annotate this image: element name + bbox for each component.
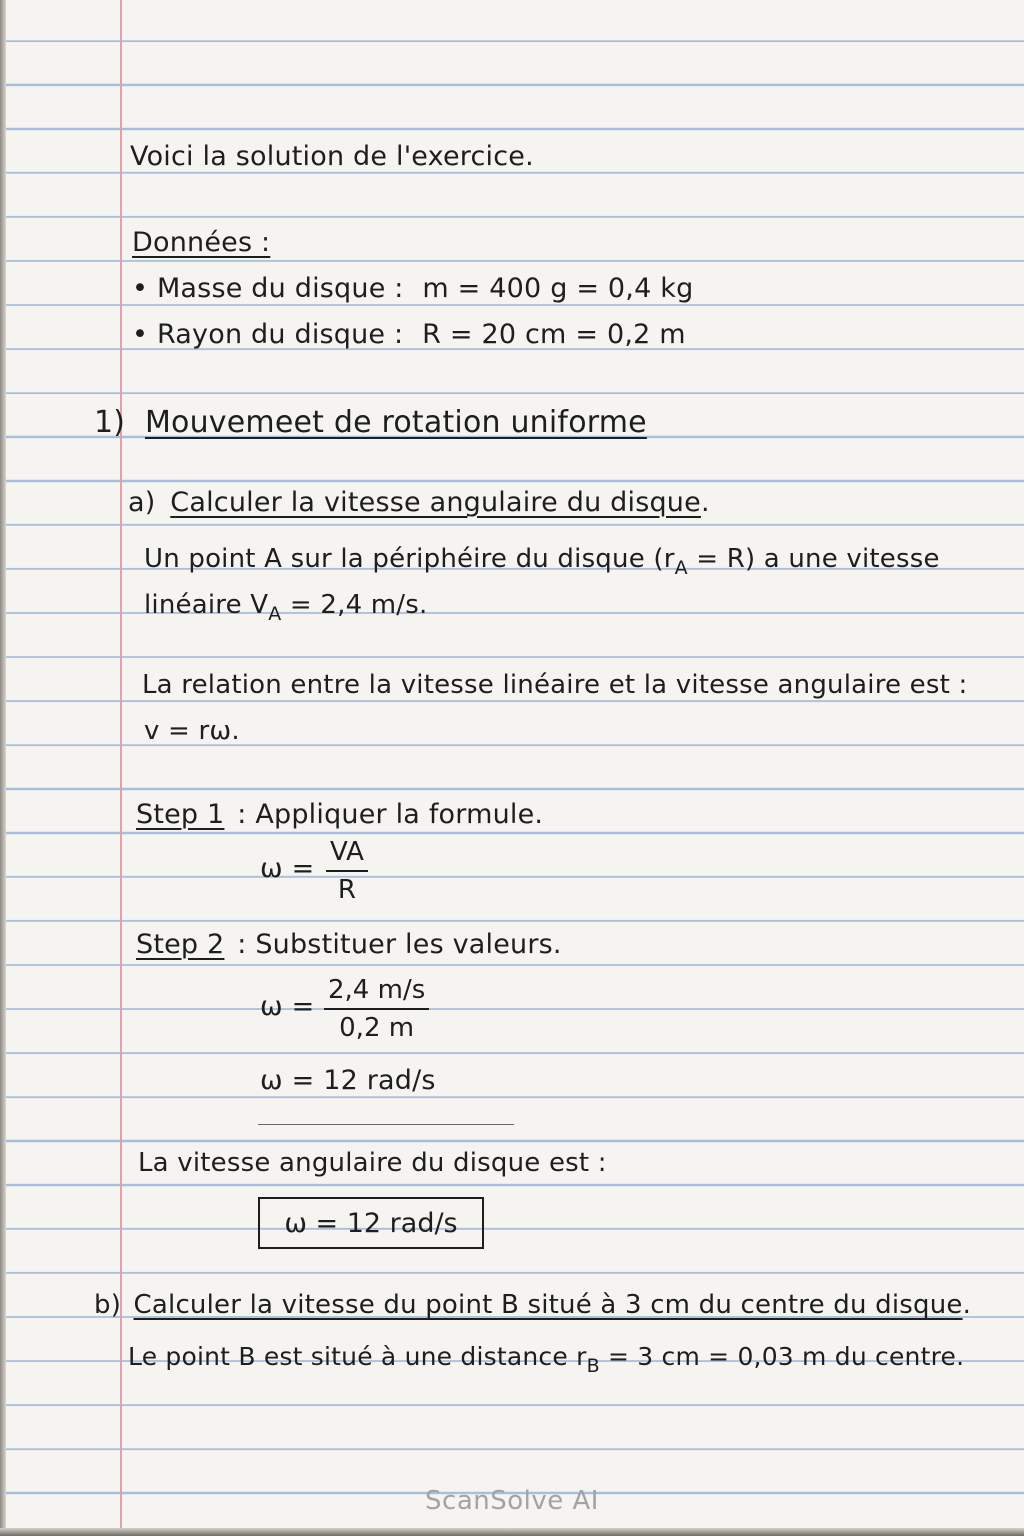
part-b-label: b) <box>94 1290 122 1320</box>
part-a-title-end: . <box>700 487 710 518</box>
radius-label: Rayon du disque : <box>156 319 404 350</box>
part-a-line1-end: = R) a une vitesse <box>687 544 940 574</box>
step1-denominator: R <box>337 875 356 905</box>
boxed-result <box>258 1197 484 1249</box>
bullet: • <box>132 319 149 350</box>
conclusion-text: La vitesse angulaire du disque est : <box>138 1148 607 1178</box>
step1-numerator: VA <box>326 836 368 872</box>
step2-label: Step 2 <box>136 929 225 960</box>
part-a-line1-text: Un point A sur la périphéire du disque (r <box>144 544 675 574</box>
step1 <box>136 798 543 832</box>
page-edge-left <box>0 0 6 1536</box>
step2-denominator: 0,2 m <box>339 1013 415 1043</box>
part-b-title: Calculer la vitesse du point B situé à 3 cm du centre du disque <box>133 1290 963 1320</box>
subscript-b: B <box>586 1355 600 1377</box>
mass-value: m = 400 g = 0,4 kg <box>422 273 694 304</box>
step2-result: ω = 12 rad/s <box>260 1065 436 1096</box>
step2 <box>136 928 562 962</box>
step2-fraction <box>324 974 429 1044</box>
part-a-heading <box>128 486 710 520</box>
part-a-line2-end: = 2,4 m/s. <box>281 590 428 620</box>
step1-fraction <box>326 836 368 906</box>
relation-line2: v = rω. <box>144 716 240 746</box>
part-a-line1 <box>144 542 940 585</box>
step1-lhs: ω = <box>260 853 315 884</box>
bullet: • <box>132 273 149 304</box>
step1-text: : Appliquer la formule. <box>237 799 544 830</box>
step2-text: : Substituer les valeurs. <box>237 929 562 960</box>
part-b-line-end: = 3 cm = 0,03 m du centre. <box>599 1342 965 1371</box>
part-a-line2 <box>144 588 427 631</box>
donnee-radius <box>132 318 686 352</box>
donnees-heading: Données : <box>132 227 271 258</box>
part-b-line-text: Le point B est situé à une distance r <box>128 1342 587 1371</box>
part-b-title-end: . <box>962 1290 972 1320</box>
relation-line1: La relation entre la vitesse linéaire et la vitesse angulaire est : <box>142 670 968 700</box>
part1-heading <box>94 406 647 440</box>
mass-label: Masse du disque : <box>156 273 404 304</box>
footer-watermark: ScanSolve AI <box>425 1486 599 1516</box>
page-edge-bottom <box>0 1528 1024 1536</box>
part1-number: 1) <box>94 405 126 440</box>
step1-label: Step 1 <box>136 799 225 830</box>
part-a-title: Calculer la vitesse angulaire du disque <box>170 487 701 518</box>
subscript-a: A <box>268 603 282 625</box>
step2-lhs: ω = <box>260 991 315 1022</box>
boxed-result-text: ω = 12 rad/s <box>284 1207 458 1239</box>
part-a-line2-text: linéaire V <box>144 590 269 620</box>
subscript-a: A <box>674 557 688 579</box>
part-b-heading <box>94 1288 971 1322</box>
part1-title: Mouvemeet de rotation uniforme <box>144 405 647 440</box>
part-b-line <box>128 1340 964 1383</box>
separator-line <box>258 1124 514 1125</box>
radius-value: R = 20 cm = 0,2 m <box>422 319 686 350</box>
part-a-label: a) <box>128 487 156 518</box>
donnee-mass <box>132 272 693 306</box>
intro-text: Voici la solution de l'exercice. <box>130 141 534 172</box>
step2-numerator: 2,4 m/s <box>324 974 429 1010</box>
